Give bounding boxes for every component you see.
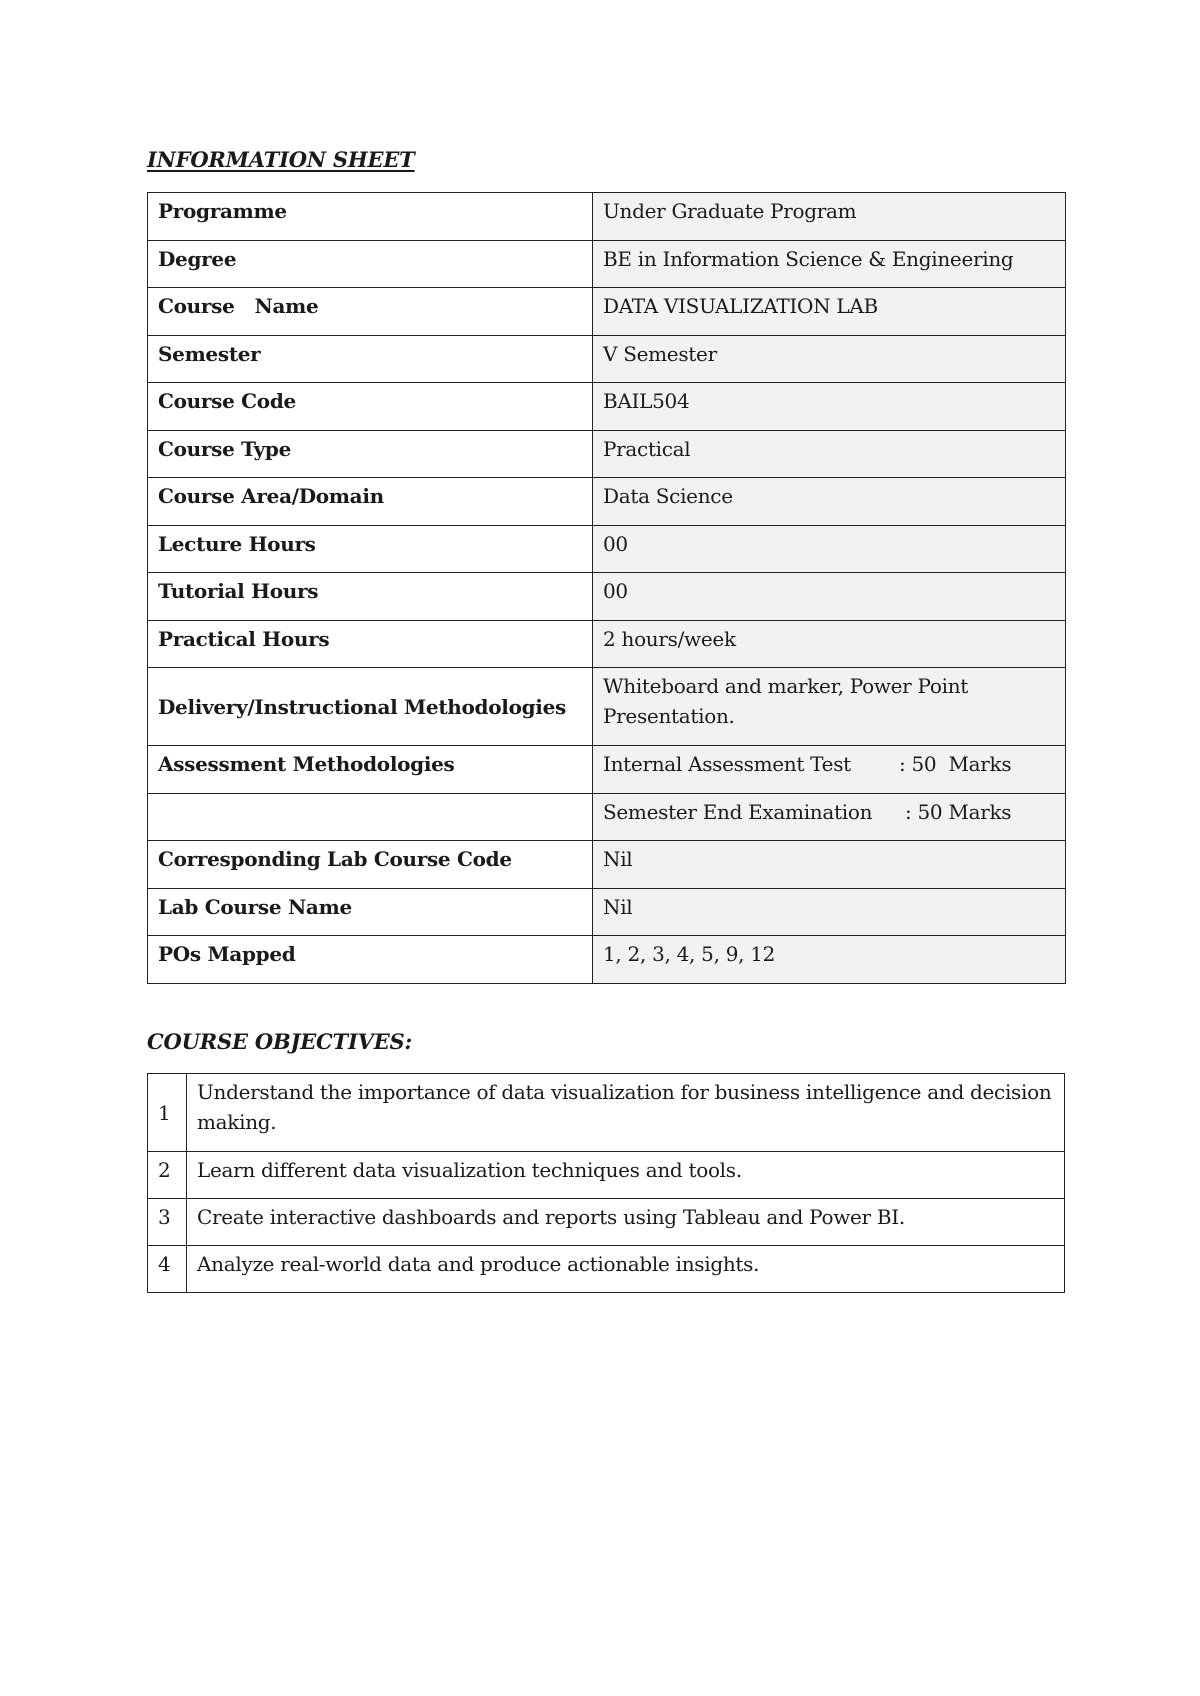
row-value-course-name: DATA VISUALIZATION LAB — [593, 288, 1066, 336]
row-label-programme: Programme — [148, 193, 593, 241]
row-value-semester-end-exam — [593, 793, 1066, 841]
row-value-degree: BE in Information Science & Engineering — [593, 240, 1066, 288]
table-row — [148, 288, 1066, 336]
row-label-semester: Semester — [148, 335, 593, 383]
row-label-tutorial-hours: Tutorial Hours — [148, 573, 593, 621]
objective-text: Learn different data visualization techniques and tools. — [187, 1152, 1065, 1199]
table-row — [148, 478, 1066, 526]
row-label-assessment-methodologies: Assessment Methodologies — [148, 746, 593, 794]
information-sheet-table — [147, 192, 1066, 984]
row-label-lab-course-name: Lab Course Name — [148, 888, 593, 936]
table-row — [148, 841, 1066, 889]
assessment-name: Internal Assessment Test — [603, 752, 851, 776]
objective-number: 4 — [148, 1246, 187, 1293]
row-value-tutorial-hours: 00 — [593, 573, 1066, 621]
row-value-lecture-hours: 00 — [593, 525, 1066, 573]
information-sheet-heading: INFORMATION SHEET — [147, 147, 415, 172]
row-value-practical-hours: 2 hours/week — [593, 620, 1066, 668]
table-row — [148, 193, 1066, 241]
objective-text: Analyze real-world data and produce actionable insights. — [187, 1246, 1065, 1293]
table-row — [148, 240, 1066, 288]
row-value-lab-course-name: Nil — [593, 888, 1066, 936]
objective-text: Understand the importance of data visualization for business intelligence and decision making. — [187, 1074, 1065, 1152]
row-label-course-code: Course Code — [148, 383, 593, 431]
table-row — [148, 383, 1066, 431]
row-value-internal-assessment — [593, 746, 1066, 794]
row-label-course-name: Course Name — [148, 288, 593, 336]
assessment-name: Semester End Examination — [603, 799, 873, 824]
table-row — [148, 1246, 1065, 1293]
row-value-pos-mapped: 1, 2, 3, 4, 5, 9, 12 — [593, 936, 1066, 984]
assessment-marks: : 50 Marks — [899, 752, 1012, 776]
table-row — [148, 525, 1066, 573]
row-value-semester: V Semester — [593, 335, 1066, 383]
table-row — [148, 888, 1066, 936]
objective-text: Create interactive dashboards and reports using Tableau and Power BI. — [187, 1199, 1065, 1246]
row-value-course-type: Practical — [593, 430, 1066, 478]
row-value-programme: Under Graduate Program — [593, 193, 1066, 241]
table-row — [148, 620, 1066, 668]
course-objectives-table — [147, 1073, 1065, 1293]
row-value-delivery-methodologies: Whiteboard and marker, Power Point Presentation. — [593, 668, 1066, 746]
table-row — [148, 573, 1066, 621]
table-row — [148, 793, 1066, 841]
objective-number: 3 — [148, 1199, 187, 1246]
row-label-degree: Degree — [148, 240, 593, 288]
row-label-practical-hours: Practical Hours — [148, 620, 593, 668]
row-label-delivery-methodologies: Delivery/Instructional Methodologies — [148, 668, 593, 746]
row-label-lecture-hours: Lecture Hours — [148, 525, 593, 573]
table-row — [148, 335, 1066, 383]
table-row — [148, 668, 1066, 746]
table-row — [148, 1199, 1065, 1246]
row-value-course-area: Data Science — [593, 478, 1066, 526]
table-row — [148, 936, 1066, 984]
row-label-course-area: Course Area/Domain — [148, 478, 593, 526]
table-row — [148, 430, 1066, 478]
row-label-empty — [148, 793, 593, 841]
objective-number: 2 — [148, 1152, 187, 1199]
objective-number: 1 — [148, 1074, 187, 1152]
table-row — [148, 1074, 1065, 1152]
table-row — [148, 746, 1066, 794]
row-label-lab-course-code: Corresponding Lab Course Code — [148, 841, 593, 889]
table-row — [148, 1152, 1065, 1199]
row-label-course-type: Course Type — [148, 430, 593, 478]
course-objectives-heading: COURSE OBJECTIVES: — [147, 1029, 413, 1054]
row-value-lab-course-code: Nil — [593, 841, 1066, 889]
row-label-pos-mapped: POs Mapped — [148, 936, 593, 984]
assessment-marks: : 50 Marks — [905, 799, 1012, 824]
row-value-course-code: BAIL504 — [593, 383, 1066, 431]
